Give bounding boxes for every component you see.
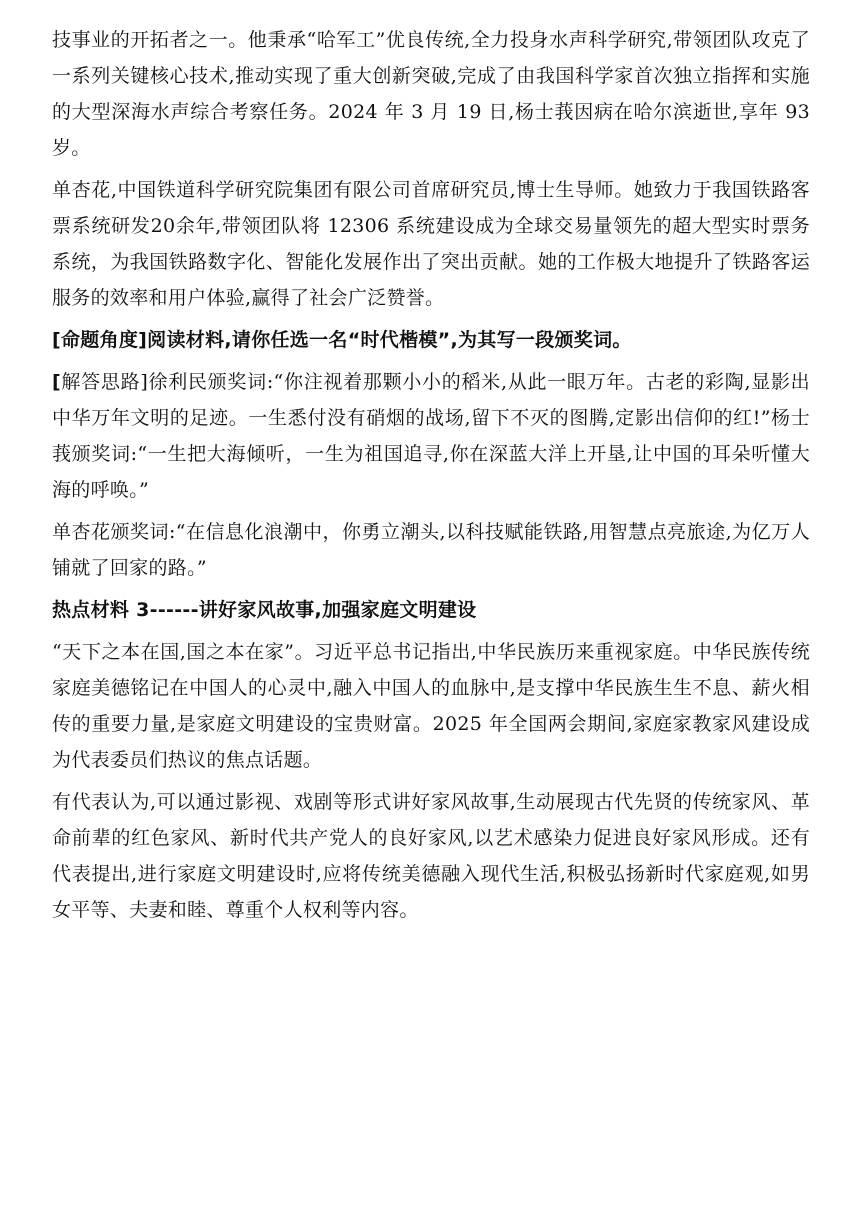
paragraph-representatives-views: 有代表认为,可以通过影视、戏剧等形式讲好家风故事,生动展现古代先贤的传统家风、革命前辈的红色家风、新时代共产党人的良好家风,以艺术感染力促进良好家风形成。还有代表提出,进行家庭文明建设时,应将传统美德融入现代生活,积极弘扬新时代家庭观,如男女平等、夫妻和睦、尊重个人权利等内容。 bbox=[52, 791, 810, 921]
paragraph-family-foundation: “天下之本在国,国之本在家”。习近平总书记指出,中华民族历来重视家庭。中华民族传统家庭美德铭记在中国人的心灵中,融入中国人的血脉中,是支撑中华民族生生不息、薪火相传的重要力量,是家庭文明建设的宝贵财富。2025 年全国两会期间,家庭家教家风建设成为代表委员们热议的焦点话题。 bbox=[52, 641, 810, 771]
answer-ideas-text: 解答思路]徐利民颁奖词:“你注视着那颗小小的稻米,从此一眼万年。古老的彩陶,显影出中华万年文明的足迹。一生悉付没有硝烟的战场,留下不灭的图腾,定影出信仰的红!”杨士莪颁奖词:“一生把大海倾听，一生为祖国追寻,你在深蓝大洋上开垦,让中国的耳朵听懂大海的呼唤。” bbox=[52, 371, 810, 501]
paragraph-shan-xinghua-bio: 单杏花,中国铁道科学研究院集团有限公司首席研究员,博士生导师。她致力于我国铁路客票系统研发20余年,带领团队将 12306 系统建设成为全球交易量领先的超大型实时票务系统，为我国铁路数字化、智能化发展作出了突出贡献。她的工作极大地提升了铁路客运服务的效率和用户体验,赢得了社会广泛赞誉。 bbox=[52, 179, 810, 309]
document-page bbox=[52, 22, 810, 934]
paragraph-shan-xinghua-award: 单杏花颁奖词:“在信息化浪潮中，你勇立潮头,以科技赋能铁路,用智慧点亮旅途,为亿万人铺就了回家的路。” bbox=[52, 521, 810, 579]
paragraph-yang-shie-bio: 技事业的开拓者之一。他秉承“哈军工”优良传统,全力投身水声科学研究,带领团队攻克了一系列关键核心技术,推动实现了重大创新突破,完成了由我国科学家首次独立指挥和实施的大型深海水声综合考察任务。2024 年 3 月 19 日,杨士莪因病在哈尔滨逝世,享年 93 岁。 bbox=[52, 29, 810, 159]
question-angle-label: [命题角度] bbox=[52, 329, 148, 351]
section-heading-hot-topic-3: 热点材料 3------讲好家风故事,加强家庭文明建设 bbox=[52, 599, 477, 621]
paragraph-answer-ideas bbox=[52, 364, 810, 508]
paragraph-question-angle bbox=[52, 322, 810, 358]
question-angle-text: 阅读材料,请你任选一名“时代楷模”,为其写一段颁奖词。 bbox=[147, 329, 632, 351]
answer-ideas-bracket: [ bbox=[52, 371, 61, 393]
